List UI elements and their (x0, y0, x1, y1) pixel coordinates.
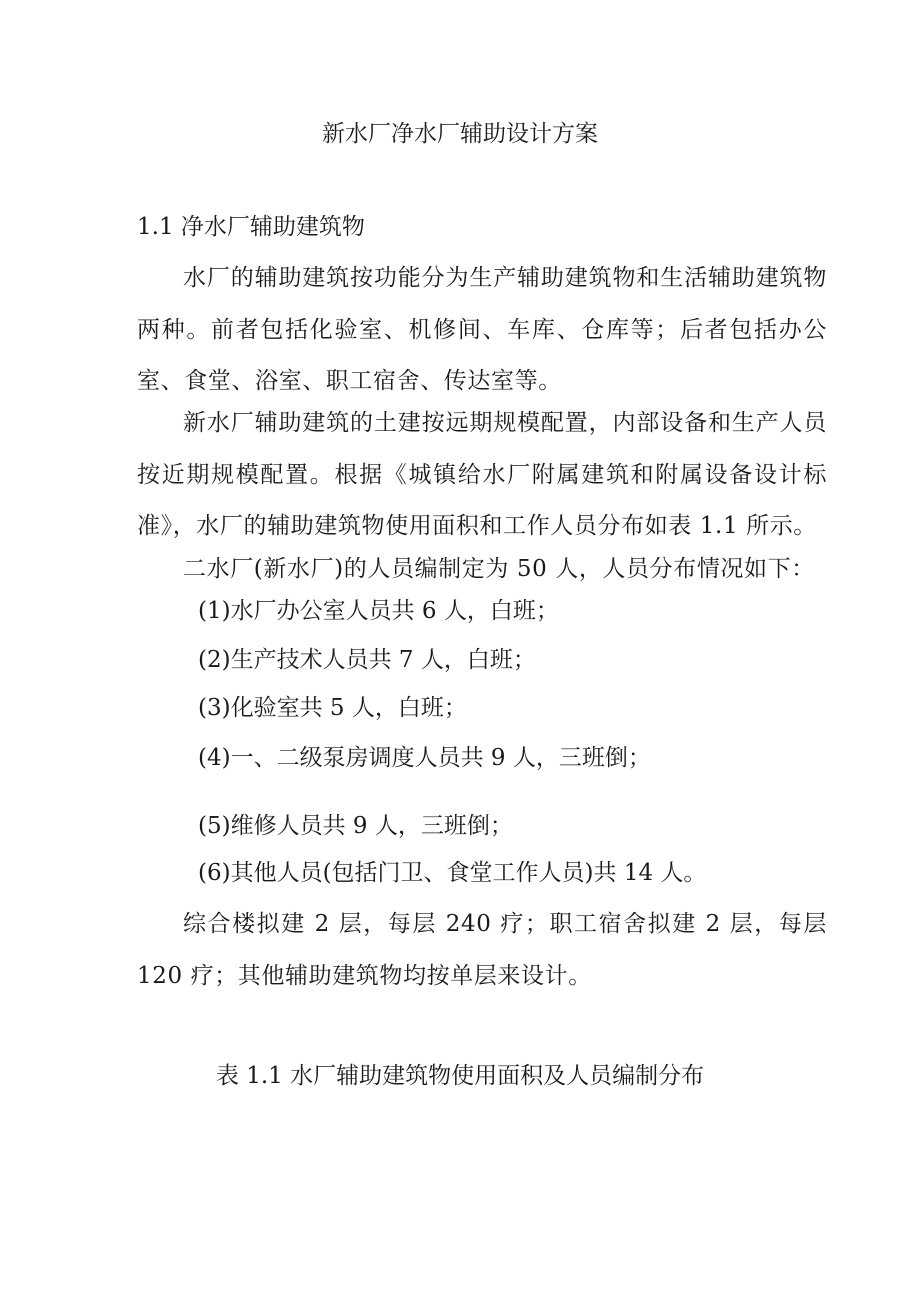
paragraph-configuration: 新水厂辅助建筑的土建按远期规模配置，内部设备和生产人员按近期规模配置。根据《城镇给水厂附属建筑和附属设备设计标准》，水厂的辅助建筑物使用面积和工作人员分布如表 1.1 所示。 (137, 410, 827, 539)
list-item: (1)水厂办公室人员共 6 人，白班； (198, 598, 559, 624)
paragraph-staffing-intro: 二水厂(新水厂)的人员编制定为 50 人，人员分布情况如下： (183, 556, 815, 582)
list-item: (4)一、二级泵房调度人员共 9 人，三班倒； (198, 745, 651, 771)
document-title: 新水厂净水厂辅助设计方案 (322, 121, 598, 147)
list-item: (2)生产技术人员共 7 人，白班； (198, 647, 536, 673)
paragraph-building-types: 水厂的辅助建筑按功能分为生产辅助建筑物和生活辅助建筑物两种。前者包括化验室、机修间、车库、仓库等；后者包括办公室、食堂、浴室、职工宿舍、传达室等。 (137, 265, 827, 394)
paragraph-floor-plan: 综合楼拟建 2 层，每层 240 疗；职工宿舍拟建 2 层，每层 120 疗；其他辅助建筑物均按单层来设计。 (137, 911, 827, 989)
list-item: (6)其他人员(包括门卫、食堂工作人员)共 14 人。 (198, 860, 707, 886)
table-caption: 表 1.1 水厂辅助建筑物使用面积及人员编制分布 (215, 1063, 705, 1089)
list-item: (3)化验室共 5 人，白班； (198, 695, 467, 721)
section-heading: 1.1 净水厂辅助建筑物 (137, 214, 365, 240)
list-item: (5)维修人员共 9 人，三班倒； (198, 813, 513, 839)
